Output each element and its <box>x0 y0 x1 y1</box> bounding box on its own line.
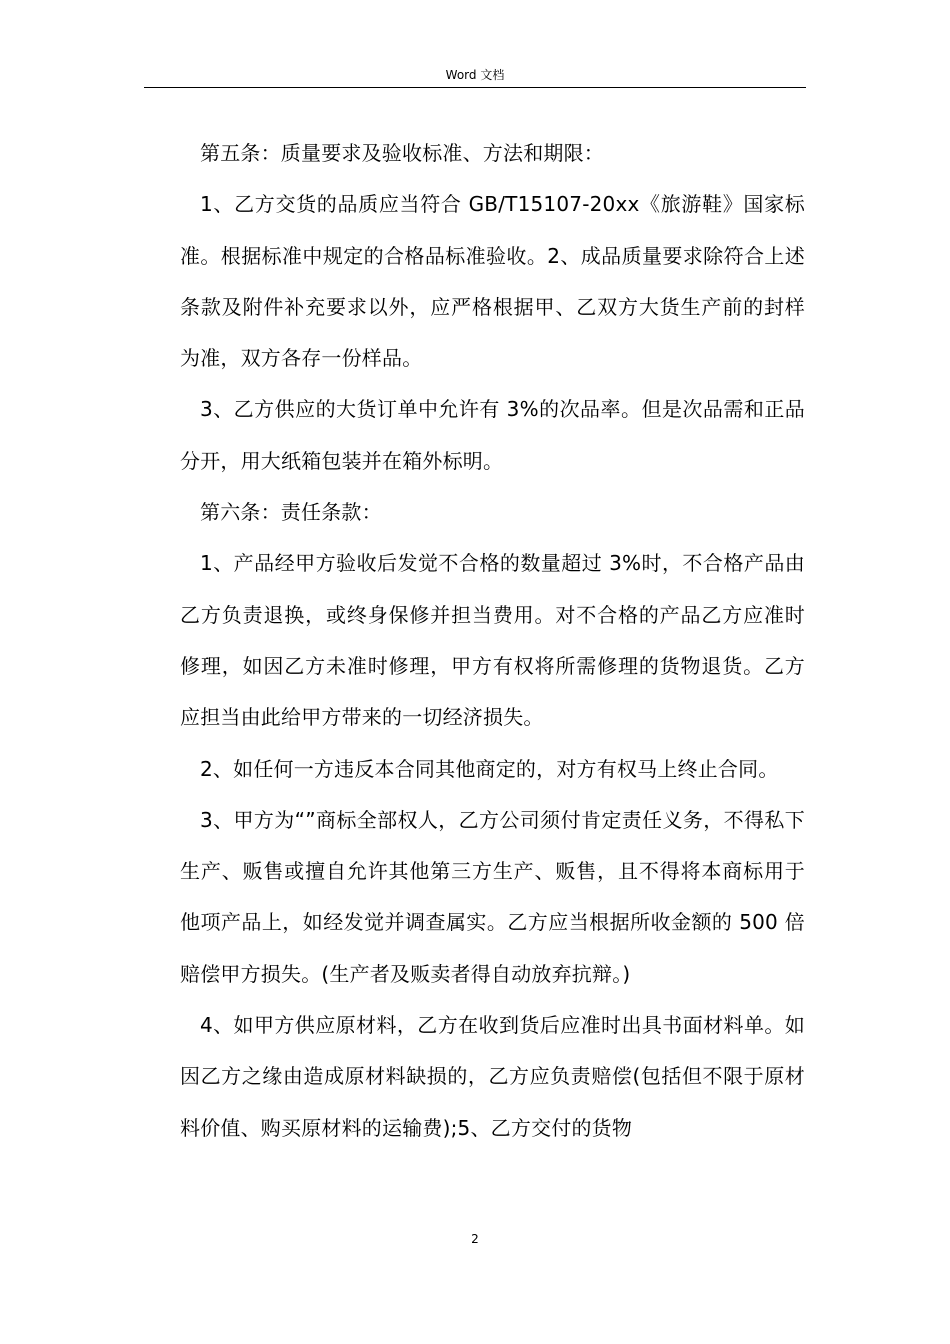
page-number: 2 <box>471 1232 479 1246</box>
paragraph-article-5-item-1-2: 1、乙方交货的品质应当符合 GB/T15107-20xx《旅游鞋》国家标准。根据标准中规定的合格品标准验收。2、成品质量要求除符合上述条款及附件补充要求以外，应严格根据甲、乙双方大货生产前的封样为准，双方各存一份样品。 <box>180 192 805 371</box>
paragraph-article-6-item-1: 1、产品经甲方验收后发觉不合格的数量超过 3%时，不合格产品由乙方负责退换，或终身保修并担当费用。对不合格的产品乙方应准时修理，如因乙方未准时修理，甲方有权将所需修理的货物退货。乙方应担当由此给甲方带来的一切经济损失。 <box>180 551 805 730</box>
document-body <box>180 128 805 1154</box>
page-footer <box>0 1232 950 1246</box>
header-title: Word 文档 <box>445 68 505 82</box>
paragraph-article-6-item-4-5: 4、如甲方供应原材料，乙方在收到货后应准时出具书面材料单。如因乙方之缘由造成原材料缺损的，乙方应负责赔偿(包括但不限于原材料价值、购买原材料的运输费);5、乙方交付的货物 <box>180 1013 805 1140</box>
paragraph-article-6-item-2: 2、如任何一方违反本合同其他商定的，对方有权马上终止合同。 <box>200 756 779 781</box>
paragraph-article-5-title: 第五条：质量要求及验收标准、方法和期限： <box>200 141 604 165</box>
page-header <box>144 62 806 88</box>
paragraph-article-5-item-3: 3、乙方供应的大货订单中允许有 3%的次品率。但是次品需和正品分开，用大纸箱包装并在箱外标明。 <box>180 397 805 473</box>
paragraph-article-6-title: 第六条：责任条款： <box>200 500 382 525</box>
paragraph-article-6-item-3: 3、甲方为“”商标全部权人，乙方公司须付肯定责任义务，不得私下生产、贩售或擅自允许其他第三方生产、贩售，且不得将本商标用于他项产品上，如经发觉并调查属实。乙方应当根据所收金额的 500 倍赔偿甲方损失。(生产者及贩卖者得自动放弃抗辩。) <box>180 807 805 986</box>
